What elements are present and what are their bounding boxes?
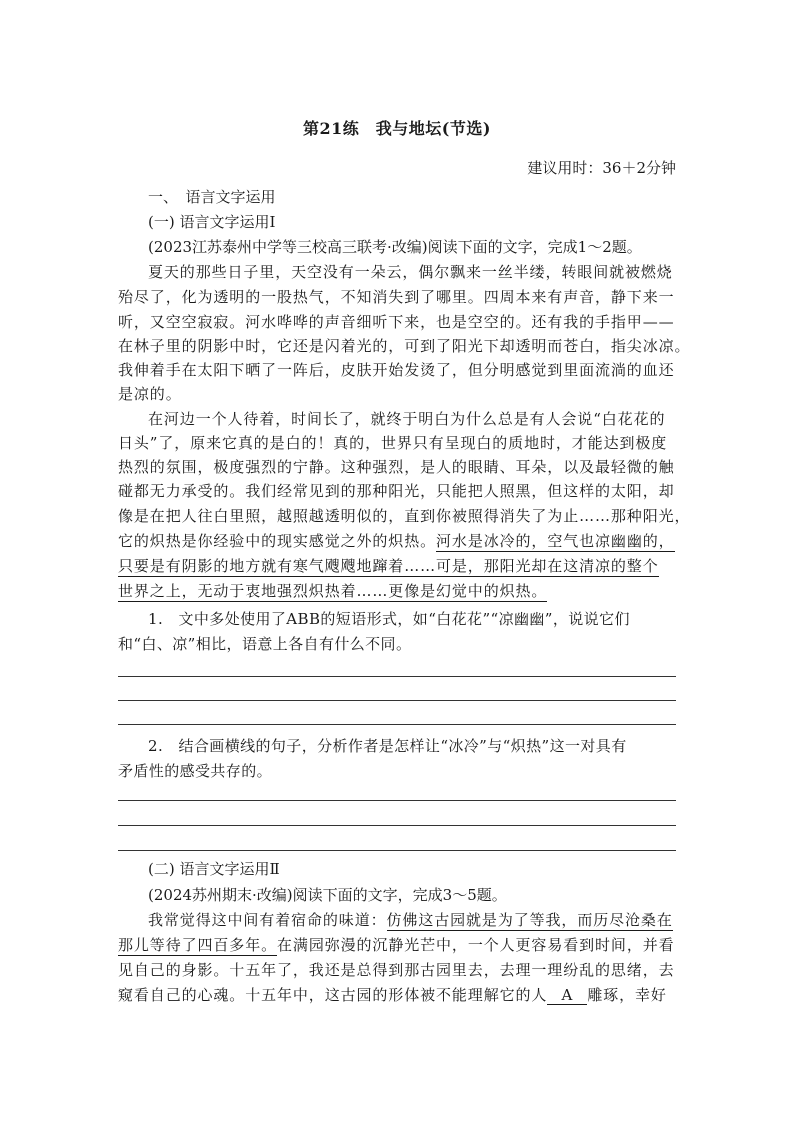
underlined-sentence: 世界之上，无动于衷地强烈炽热着……更像是幻觉中的炽热。 [118,582,548,600]
fill-blank-a[interactable]: A [547,986,587,1005]
question-2-cont: 矛盾性的感受共存的。 [118,762,273,780]
passage-line: 我伸着手在太阳下晒了一阵后，皮肤开始发烫了，但分明感觉到里面流淌的血还 [118,361,675,379]
passage-line: 日头”了，原来它真的是白的！真的，世界只有呈现白的质地时，才能达到极度 [118,434,668,452]
passage-line: 热烈的氛围，极度强烈的宁静。这种强烈，是人的眼睛、耳朵，以及最轻微的触 [118,458,675,476]
passage-line: 像是在把人往白里照，越照越透明似的，直到你被照得消失了为止……那种阳光， [118,507,691,525]
passage-line [148,909,676,930]
passage-source: (2023江苏泰州中学等三校高三联考·改编)阅读下面的文字，完成1～2题。 [148,238,642,256]
underlined-sentence: 只要是有阴影的地方就有寒气飕飕地蹿着……可是，那阳光却在这清凉的整个 [118,557,659,575]
subsection-heading: (一) 语言文字运用Ⅰ [148,213,276,231]
passage-line: 见自己的身影。十五年了，我还是总得到那古园里去，去理一理纷乱的思绪，去 [118,961,675,979]
passage-source: (2024苏州期末·改编)阅读下面的文字，完成3～5题。 [148,886,507,904]
passage-line: 碰都无力承受的。我们经常见到的那种阳光，只能把人照黑，但这样的太阳，却 [118,482,675,500]
subsection-heading: (二) 语言文字运用Ⅱ [148,860,280,878]
passage-line: 夏天的那些日子里，天空没有一朵云，偶尔飘来一丝半缕，转眼间就被燃烧 [148,263,673,281]
page-title: 第21练 我与地坛(节选) [303,119,491,138]
passage-line: 听，又空空寂寂。河水哗哗的声音细听下来，也是空空的。还有我的手指甲—— [118,313,675,331]
passage-text: 我常觉得这中间有着宿命的味道： [148,911,387,929]
question-1-cont: 和“白、凉”相比，语意上各自有什么不同。 [118,635,412,653]
passage-line [118,984,676,1005]
passage-text: 窥看自己的心魂。十五年中，这古园的形体被不能理解它的人 [118,986,548,1004]
underlined-sentence: 那儿等待了四百多年。 [118,936,278,954]
passage-text: 雕琢，幸好 [587,986,667,1004]
suggested-time: 建议用时：36＋2分钟 [527,159,676,177]
question-1: 1. 文中多处使用了ABB的短语形式，如“白花花”“凉幽幽”，说说它们 [148,610,630,628]
passage-line: 殆尽了，化为透明的一股热气，不知消失到了哪里。四周本来有声音，静下来一 [118,288,675,306]
passage-text: 在满园弥漫的沉静光芒中，一个人更容易看到时间，并看 [277,936,675,954]
underlined-sentence: 仿佛这古园就是为了等我，而历尽沧桑在 [386,911,673,929]
passage-line [118,555,676,576]
passage-text: 它的炽热是你经验中的现实感觉之外的炽热。 [118,532,437,550]
section-heading: 一、 语言文字运用 [148,188,276,206]
passage-line: 在河边一个人待着，时间长了，就终于明白为什么总是有人会说“白花花的 [148,410,666,428]
answer-line[interactable] [118,724,676,725]
answer-line[interactable] [118,850,676,851]
underlined-sentence: 河水是冰冷的，空气也凉幽幽的， [436,532,675,550]
answer-line[interactable] [118,825,676,826]
passage-line: 在林子里的阴影中时，它还是闪着光的，可到了阳光下却透明而苍白，指尖冰凉。 [118,337,691,355]
passage-line: 是凉的。 [118,385,182,403]
passage-line [118,580,676,601]
answer-line[interactable] [118,800,676,801]
answer-line[interactable] [118,700,676,701]
answer-line[interactable] [118,676,676,677]
passage-line [118,530,676,551]
passage-line [118,934,676,955]
question-2: 2. 结合画横线的句子，分析作者是怎样让“冰冷”与“炽热”这一对具有 [148,737,627,755]
